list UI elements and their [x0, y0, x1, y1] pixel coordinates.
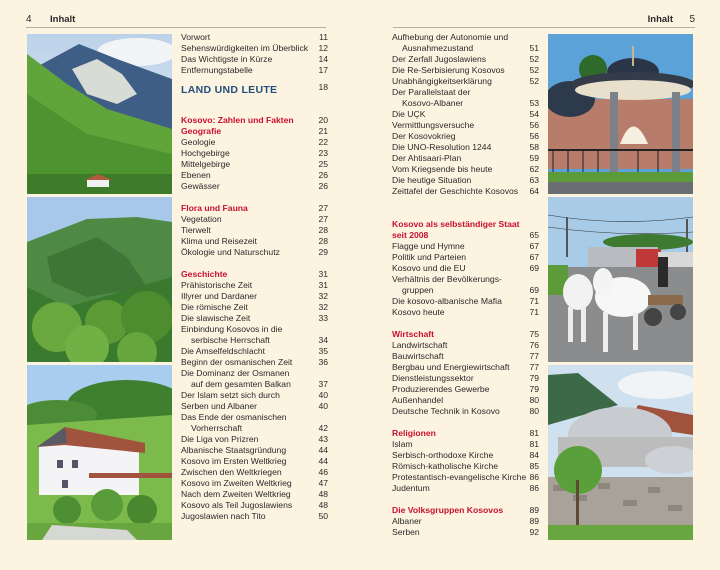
toc-page-number: 22 — [318, 137, 328, 147]
toc-page-number: 92 — [529, 527, 539, 537]
toc-entry[interactable] — [181, 445, 328, 456]
toc-entry[interactable] — [181, 54, 328, 65]
toc-entry[interactable] — [392, 472, 539, 483]
toc-title: Einbindung Kosovos in die — [181, 324, 283, 334]
toc-page-number: 56 — [529, 131, 539, 141]
toc-entry[interactable] — [392, 186, 539, 197]
toc-title: Dienstleistungssektor — [392, 373, 474, 383]
spacer — [181, 98, 328, 109]
toc-page-number — [523, 87, 539, 98]
toc-page-number: 67 — [529, 241, 539, 251]
toc-page-number — [523, 274, 539, 285]
toc-page-number: 65 — [529, 230, 539, 240]
toc-page-number: 62 — [529, 164, 539, 174]
toc-title: Sehenswürdigkeiten im Überblick — [181, 43, 309, 53]
toc-page-number: 75 — [529, 329, 539, 339]
toc-section-heading[interactable] — [392, 329, 539, 340]
toc-title: Flora und Fauna — [181, 203, 248, 213]
toc-title: Die römische Zeit — [181, 302, 248, 312]
toc-title: Religionen — [392, 428, 436, 438]
toc-page-number: 27 — [318, 203, 328, 213]
horse-cart-photo — [548, 197, 693, 362]
toc-page-number: 80 — [529, 406, 539, 416]
toc-entry[interactable] — [392, 439, 539, 450]
toc-page-number — [312, 368, 328, 379]
toc-page-number: 44 — [318, 456, 328, 466]
toc-page-number: 40 — [318, 401, 328, 411]
toc-section-heading[interactable] — [392, 230, 539, 241]
toc-title: Zeittafel der Geschichte Kosovos — [392, 186, 519, 196]
house-photo — [27, 365, 172, 540]
toc-title: Kosovo als Teil Jugoslawiens — [181, 500, 293, 510]
toc-right — [392, 32, 539, 538]
toc-page-number: 14 — [318, 54, 328, 64]
running-title: Inhalt — [647, 14, 673, 25]
toc-title: Beginn der osmanischen Zeit — [181, 357, 293, 367]
toc-page-number: 26 — [318, 170, 328, 180]
toc-title: Der Parallelstaat der — [392, 87, 471, 97]
toc-page-number: 44 — [318, 445, 328, 455]
toc-title: Entfernungstabelle — [181, 65, 253, 75]
toc-entry[interactable] — [392, 164, 539, 175]
toc-page-number: 63 — [529, 175, 539, 185]
toc-title: Nach dem Zweiten Weltkrieg — [181, 489, 291, 499]
toc-page-number: 51 — [529, 43, 539, 53]
toc-entry[interactable] — [181, 346, 328, 357]
toc-page-number: 17 — [318, 65, 328, 75]
toc-entry[interactable] — [181, 478, 328, 489]
toc-title: Serbisch-orthodoxe Kirche — [392, 450, 494, 460]
toc-title: Gewässer — [181, 181, 220, 191]
toc-page-number: 33 — [318, 313, 328, 323]
toc-page-number: 89 — [529, 505, 539, 515]
toc-section-heading[interactable] — [392, 505, 539, 516]
toc-title: Das Wichtigste in Kürze — [181, 54, 273, 64]
toc-title: LAND UND LEUTE — [181, 84, 278, 96]
toc-page-number: 32 — [318, 291, 328, 301]
toc-page-number: 81 — [529, 439, 539, 449]
toc-title: Die UÇK — [392, 109, 426, 119]
toc-entry[interactable] — [392, 76, 539, 87]
toc-entry[interactable] — [181, 500, 328, 511]
toc-entry[interactable] — [181, 379, 328, 390]
toc-title: Ausnahmezustand — [402, 43, 474, 53]
toc-title: Geografie — [181, 126, 222, 136]
toc-title: Politik und Parteien — [392, 252, 467, 262]
toc-page-number: 40 — [318, 390, 328, 400]
toc-page-number — [312, 324, 328, 335]
toc-title: Zwischen den Weltkriegen — [181, 467, 282, 477]
toc-title: Kosovo im Ersten Weltkrieg — [181, 456, 287, 466]
toc-page-number: 11 — [319, 32, 328, 42]
toc-title: gruppen — [402, 285, 434, 295]
toc-title: Aufhebung der Autonomie und — [392, 32, 509, 42]
toc-title: Vegetation — [181, 214, 222, 224]
toc-page-number: 86 — [529, 483, 539, 493]
pavilion-photo — [548, 34, 693, 194]
toc-page-number: 84 — [529, 450, 539, 460]
toc-title: Verhältnis der Bevölkerungs- — [392, 274, 502, 284]
toc-page-number: 20 — [318, 115, 328, 125]
toc-page-number: 18 — [318, 82, 328, 92]
toc-entry[interactable] — [392, 98, 539, 109]
toc-page-number: 34 — [318, 335, 328, 345]
toc-entry[interactable] — [181, 324, 328, 335]
toc-entry[interactable] — [392, 527, 539, 538]
right-page — [360, 0, 720, 570]
toc-page-number — [312, 412, 328, 423]
toc-title: Produzierendes Gewerbe — [392, 384, 490, 394]
toc-entry[interactable] — [392, 87, 539, 98]
toc-entry[interactable] — [392, 516, 539, 527]
toc-entry[interactable] — [392, 274, 539, 285]
toc-title: serbische Herrschaft — [191, 335, 270, 345]
toc-entry[interactable] — [392, 340, 539, 351]
toc-title: Mittelgebirge — [181, 159, 231, 169]
toc-page-number: 80 — [529, 395, 539, 405]
toc-title: Tierwelt — [181, 225, 211, 235]
toc-page-number: 58 — [529, 142, 539, 152]
toc-title: auf dem gesamten Balkan — [191, 379, 291, 389]
toc-section-heading[interactable] — [181, 203, 328, 214]
toc-entry[interactable] — [181, 456, 328, 467]
toc-title: Geologie — [181, 137, 216, 147]
toc-entry[interactable] — [392, 175, 539, 186]
toc-title: Landwirtschaft — [392, 340, 448, 350]
toc-title: Vom Kriegsende bis heute — [392, 164, 493, 174]
toc-entry[interactable] — [181, 236, 328, 247]
toc-title: Kosovo im Zweiten Weltkrieg — [181, 478, 292, 488]
toc-page-number: 67 — [529, 252, 539, 262]
spacer — [181, 192, 328, 203]
toc-page-number: 48 — [318, 489, 328, 499]
toc-entry[interactable] — [392, 241, 539, 252]
toc-entry[interactable] — [181, 489, 328, 500]
toc-title: Unabhängigkeitserklärung — [392, 76, 492, 86]
toc-title: Kosovo-Albaner — [402, 98, 464, 108]
toc-page-number: 43 — [318, 434, 328, 444]
toc-title: Vorwort — [181, 32, 211, 42]
toc-entry[interactable] — [181, 65, 328, 76]
toc-page-number: 52 — [529, 54, 539, 64]
toc-left — [181, 32, 328, 522]
toc-entry[interactable] — [181, 280, 328, 291]
toc-entry[interactable] — [392, 65, 539, 76]
spacer — [392, 197, 539, 219]
toc-title: Albanische Staatsgründung — [181, 445, 287, 455]
toc-entry[interactable] — [181, 434, 328, 445]
toc-page-number — [523, 32, 539, 43]
toc-entry[interactable] — [181, 357, 328, 368]
toc-page-number: 86 — [529, 472, 539, 482]
toc-title: Protestantisch-evangelische Kirche — [392, 472, 527, 482]
toc-page-number: 28 — [318, 225, 328, 235]
toc-title: Die slawische Zeit — [181, 313, 251, 323]
page-number: 5 — [689, 14, 695, 25]
toc-entry[interactable] — [392, 120, 539, 131]
toc-page-number: 36 — [318, 357, 328, 367]
toc-entry[interactable] — [181, 181, 328, 192]
toc-page-number: 76 — [529, 340, 539, 350]
toc-entry[interactable] — [392, 384, 539, 395]
toc-entry[interactable] — [181, 137, 328, 148]
toc-page-number: 35 — [318, 346, 328, 356]
toc-title: Der Kosovokrieg — [392, 131, 456, 141]
toc-page-number: 52 — [529, 76, 539, 86]
toc-title: Die Dominanz der Osmanen — [181, 368, 290, 378]
toc-page-number: 25 — [318, 159, 328, 169]
toc-entry[interactable] — [181, 423, 328, 434]
toc-page-number: 52 — [529, 65, 539, 75]
toc-entry[interactable] — [392, 296, 539, 307]
toc-title: Die heutige Situation — [392, 175, 472, 185]
toc-section-heading[interactable] — [392, 428, 539, 439]
toc-page-number: 21 — [318, 126, 328, 136]
toc-entry[interactable] — [181, 170, 328, 181]
toc-entry[interactable] — [181, 467, 328, 478]
spacer — [181, 258, 328, 269]
toc-page-number: 29 — [318, 247, 328, 257]
toc-section-heading[interactable] — [181, 269, 328, 280]
toc-title: Klima und Reisezeit — [181, 236, 257, 246]
toc-section-heading[interactable] — [392, 219, 539, 230]
toc-entry[interactable] — [392, 483, 539, 494]
toc-title: seit 2008 — [392, 230, 429, 240]
toc-entry[interactable] — [181, 148, 328, 159]
toc-entry[interactable] — [181, 214, 328, 225]
toc-page-number: 26 — [318, 181, 328, 191]
toc-title: Die Re-Serbisierung Kosovos — [392, 65, 505, 75]
toc-title: Prähistorische Zeit — [181, 280, 253, 290]
toc-page-number: 37 — [318, 379, 328, 389]
toc-chapter-heading[interactable] — [181, 82, 328, 98]
toc-page-number: 77 — [529, 362, 539, 372]
toc-title: Serben — [392, 527, 420, 537]
toc-page-number: 79 — [529, 384, 539, 394]
toc-entry[interactable] — [181, 247, 328, 258]
toc-page-number: 32 — [318, 302, 328, 312]
toc-entry[interactable] — [392, 43, 539, 54]
toc-title: Bergbau und Energiewirtschaft — [392, 362, 510, 372]
toc-entry[interactable] — [392, 395, 539, 406]
toc-entry[interactable] — [181, 291, 328, 302]
toc-page-number: 71 — [529, 296, 539, 306]
toc-title: Illyrer und Dardaner — [181, 291, 257, 301]
toc-entry[interactable] — [181, 159, 328, 170]
toc-title: Vorherrschaft — [191, 423, 243, 433]
toc-title: Kosovo und die EU — [392, 263, 466, 273]
spacer — [392, 494, 539, 505]
toc-entry[interactable] — [181, 511, 328, 522]
toc-entry[interactable] — [392, 285, 539, 296]
toc-page-number: 47 — [318, 478, 328, 488]
toc-title: Der Islam setzt sich durch — [181, 390, 280, 400]
toc-entry[interactable] — [181, 225, 328, 236]
toc-title: Die Amselfeldschlacht — [181, 346, 266, 356]
toc-title: Der Zerfall Jugoslawiens — [392, 54, 487, 64]
toc-entry[interactable] — [181, 401, 328, 412]
toc-entry[interactable] — [392, 32, 539, 43]
toc-entry[interactable] — [392, 142, 539, 153]
toc-title: Kosovo: Zahlen und Fakten — [181, 115, 294, 125]
toc-page-number: 48 — [318, 500, 328, 510]
toc-page-number — [523, 219, 539, 230]
toc-entry[interactable] — [392, 406, 539, 417]
toc-entry[interactable] — [181, 313, 328, 324]
toc-title: Albaner — [392, 516, 422, 526]
toc-page-number: 79 — [529, 373, 539, 383]
page-number: 4 — [26, 14, 32, 25]
toc-title: Serben und Albaner — [181, 401, 257, 411]
toc-title: Islam — [392, 439, 413, 449]
toc-page-number: 69 — [529, 263, 539, 273]
toc-title: Der Ahtisaari-Plan — [392, 153, 462, 163]
toc-page-number: 77 — [529, 351, 539, 361]
toc-entry[interactable] — [392, 54, 539, 65]
toc-title: Bauwirtschaft — [392, 351, 444, 361]
toc-entry[interactable] — [392, 153, 539, 164]
toc-entry[interactable] — [181, 43, 328, 54]
toc-title: Wirtschaft — [392, 329, 434, 339]
toc-title: Vermittlungsversuche — [392, 120, 475, 130]
toc-page-number: 89 — [529, 516, 539, 526]
toc-entry[interactable] — [181, 32, 328, 43]
toc-section-heading[interactable] — [181, 115, 328, 126]
toc-entry[interactable] — [181, 390, 328, 401]
forest-hills-photo — [27, 197, 172, 362]
toc-entry[interactable] — [392, 307, 539, 318]
toc-title: Außenhandel — [392, 395, 444, 405]
toc-page-number: 85 — [529, 461, 539, 471]
toc-title: Die Volksgruppen Kosovos — [392, 505, 504, 515]
toc-entry[interactable] — [392, 131, 539, 142]
toc-title: Kosovo als selbständiger Staat — [392, 219, 520, 229]
toc-entry[interactable] — [392, 373, 539, 384]
toc-page-number: 12 — [318, 43, 328, 53]
toc-title: Hochgebirge — [181, 148, 230, 158]
toc-entry[interactable] — [181, 302, 328, 313]
toc-page-number: 31 — [318, 280, 328, 290]
toc-entry[interactable] — [392, 461, 539, 472]
toc-title: Römisch-katholische Kirche — [392, 461, 499, 471]
toc-page-number: 64 — [529, 186, 539, 196]
toc-page-number: 59 — [529, 153, 539, 163]
toc-page-number: 46 — [318, 467, 328, 477]
running-title: Inhalt — [50, 14, 76, 25]
toc-entry[interactable] — [392, 362, 539, 373]
hammam-photo — [548, 365, 693, 540]
mountain-photo — [27, 34, 172, 194]
toc-entry[interactable] — [181, 335, 328, 346]
toc-entry[interactable] — [392, 109, 539, 120]
toc-title: Ökologie und Naturschutz — [181, 247, 280, 257]
toc-page-number: 69 — [529, 285, 539, 295]
toc-entry[interactable] — [392, 252, 539, 263]
toc-page-number: 53 — [529, 98, 539, 108]
toc-page-number: 23 — [318, 148, 328, 158]
toc-title: Flagge und Hymne — [392, 241, 465, 251]
toc-page-number: 28 — [318, 236, 328, 246]
toc-page-number: 27 — [318, 214, 328, 224]
toc-section-heading[interactable] — [181, 126, 328, 137]
toc-page-number: 50 — [318, 511, 328, 521]
toc-title: Kosovo heute — [392, 307, 445, 317]
toc-page-number: 42 — [318, 423, 328, 433]
toc-page-number: 54 — [529, 109, 539, 119]
toc-title: Geschichte — [181, 269, 228, 279]
running-head-right — [393, 14, 695, 28]
toc-title: Die UNO-Resolution 1244 — [392, 142, 492, 152]
toc-title: Ebenen — [181, 170, 211, 180]
spacer — [392, 318, 539, 329]
spacer — [392, 417, 539, 428]
toc-title: Jugoslawien nach Tito — [181, 511, 266, 521]
toc-entry[interactable] — [392, 263, 539, 274]
running-head-left — [26, 14, 326, 28]
toc-page-number: 56 — [529, 120, 539, 130]
toc-page-number: 81 — [529, 428, 539, 438]
toc-entry[interactable] — [181, 368, 328, 379]
toc-title: Das Ende der osmanischen — [181, 412, 287, 422]
toc-page-number: 71 — [529, 307, 539, 317]
toc-page-number: 31 — [318, 269, 328, 279]
toc-entry[interactable] — [392, 351, 539, 362]
toc-entry[interactable] — [392, 450, 539, 461]
toc-title: Deutsche Technik in Kosovo — [392, 406, 500, 416]
toc-title: Judentum — [392, 483, 430, 493]
toc-title: Die Liga von Prizren — [181, 434, 259, 444]
toc-entry[interactable] — [181, 412, 328, 423]
toc-title: Die kosovo-albanische Mafia — [392, 296, 502, 306]
